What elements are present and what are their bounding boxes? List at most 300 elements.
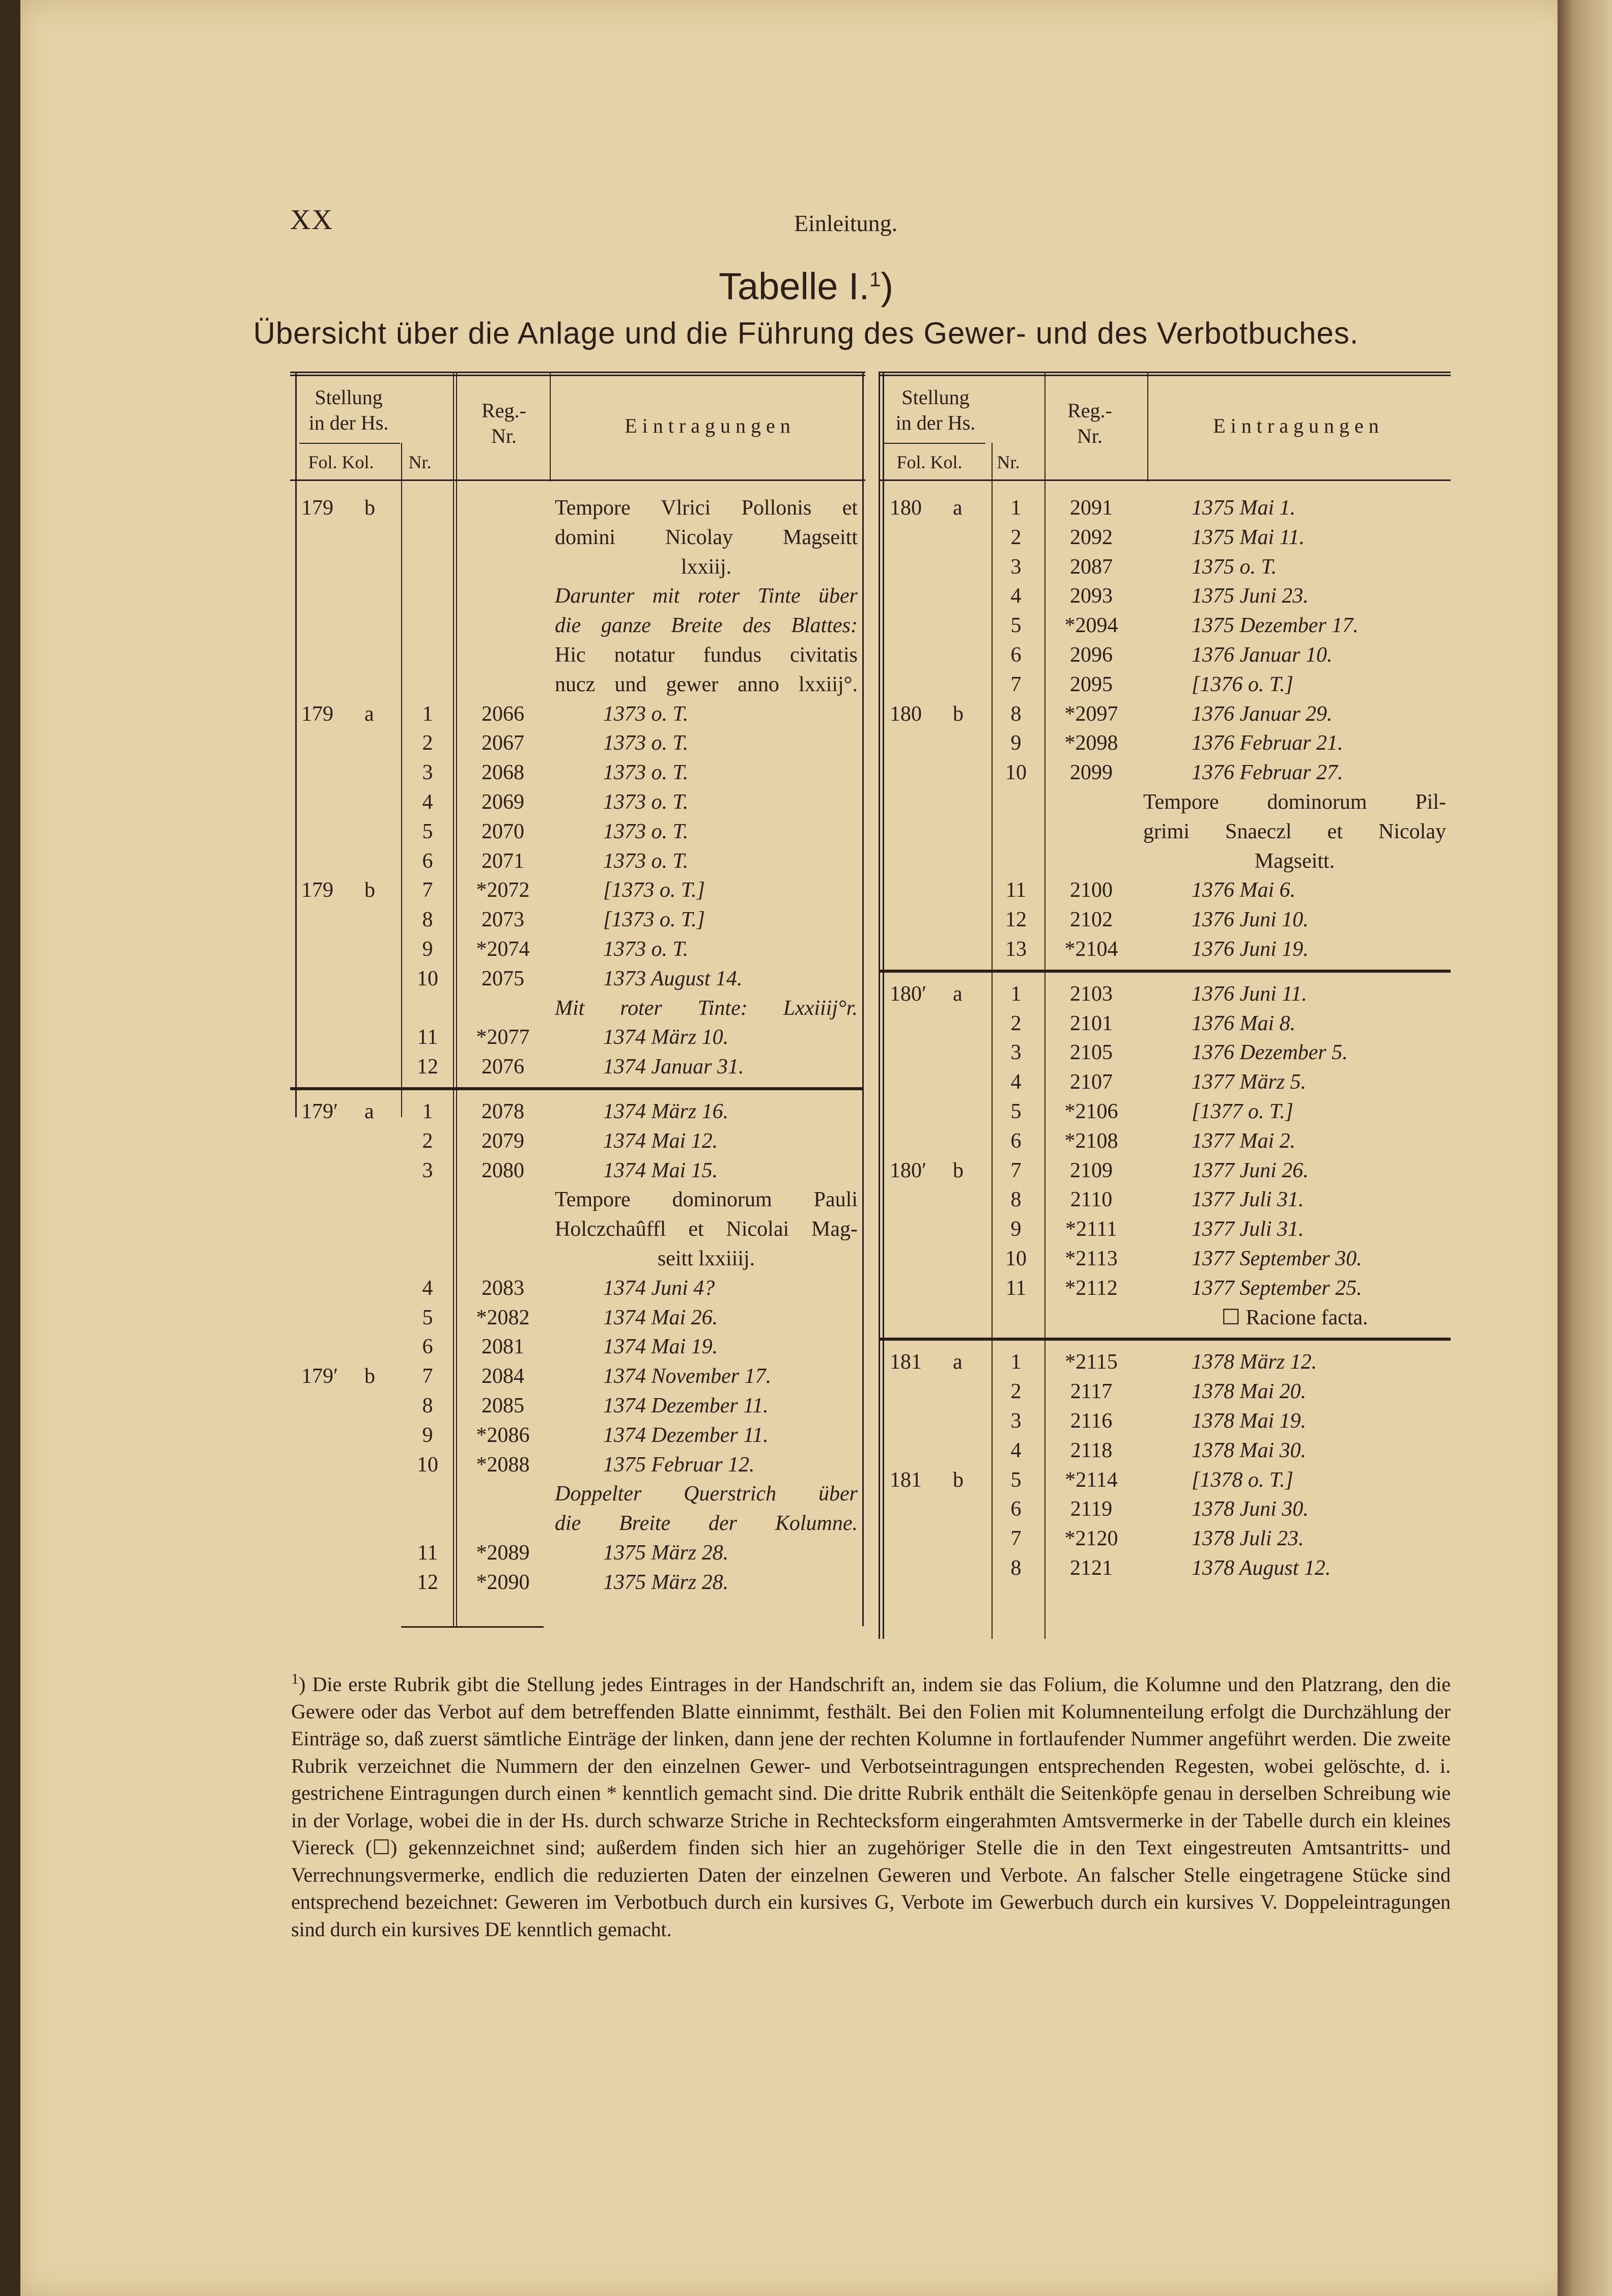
table-row [290,965,865,994]
cell-entry: 1378 März 12. [1192,1350,1317,1374]
col-header-eintragungen: E i n t r a g u n g e n [625,414,790,437]
cell-reg: *2077 [476,1026,530,1050]
cell-reg: 2081 [482,1335,524,1359]
table-row [879,1407,1451,1436]
cell-reg: 2069 [482,790,524,814]
cell-kol: a [953,982,963,1006]
cell-reg: 2091 [1070,496,1113,520]
cell-nr: 7 [1010,672,1022,696]
table-row [290,611,865,641]
cell-entry: 1376 Juni 11. [1192,982,1307,1006]
col-header-fol-kol: Fol. Kol. [896,452,963,472]
cell-reg: 2067 [482,731,524,755]
header-subrule [884,443,985,444]
cell-nr: 1 [422,1099,433,1123]
cell-kol: b [953,1468,964,1492]
cell-reg: 2107 [1070,1070,1113,1094]
cell-entry: 1375 o. T. [1192,555,1277,579]
cell-nr: 7 [422,878,433,902]
cell-entry: 1378 August 12. [1192,1556,1331,1580]
cell-reg: *2113 [1065,1246,1118,1270]
cell-entry: lxxiij. [681,555,732,579]
cell-nr: 2 [1010,525,1022,549]
cell-reg: 2085 [482,1394,524,1418]
table-row [879,641,1451,670]
table-subtitle: Übersicht über die Anlage und die Führung des Gewer- und des Verbotbuches. [253,316,1359,350]
table-row [290,670,865,700]
cell-entry: [1378 o. T.] [1192,1468,1293,1492]
table-row [879,1127,1451,1156]
cell-reg: 2093 [1070,584,1113,608]
double-rule [879,1338,1451,1341]
cell-entry: 1377 September 25. [1192,1276,1362,1300]
cell-entry: 1374 Mai 19. [603,1335,718,1359]
table-row [290,582,865,611]
cell-nr: 3 [1010,1409,1022,1433]
table-row [290,876,865,905]
table-row [290,1303,865,1333]
cell-entry: 1373 o. T. [603,790,689,814]
col-header-reg: Reg.- Nr. [1067,399,1112,447]
cell-entry: grimi Snaeczl et Nicolay [1143,819,1446,843]
cell-nr: 7 [1010,1527,1022,1551]
cell-entry: 1378 Mai 19. [1192,1409,1307,1433]
cell-nr: 9 [1010,731,1022,755]
cell-nr: 1 [1010,496,1022,520]
cell-reg: 2103 [1070,982,1113,1006]
col-header-reg: Reg.- Nr. [482,399,526,447]
cell-reg: *2098 [1064,731,1118,755]
cell-entry: 1373 o. T. [603,761,689,785]
cell-reg: 2073 [482,908,524,932]
cell-reg: *2111 [1065,1217,1117,1241]
cell-nr: 4 [1010,1438,1022,1462]
table-row [879,1274,1451,1303]
double-rule [290,1087,863,1090]
cell-nr: 4 [422,790,433,814]
cell-nr: 5 [422,819,433,843]
cell-entry: die Breite der Kolumne. [555,1512,858,1536]
table-row [879,1436,1451,1466]
table-row [290,1215,865,1244]
cell-kol: b [364,496,375,520]
cell-entry: 1376 Dezember 5. [1192,1041,1348,1065]
cell-entry: 1373 o. T. [603,731,689,755]
table-row [290,788,865,817]
cell-reg: *2108 [1064,1129,1118,1153]
section-separator [879,1333,1451,1348]
cell-reg: 2070 [482,819,524,843]
cell-entry: 1374 Januar 31. [603,1055,744,1079]
cell-reg: *2097 [1064,702,1118,726]
cell-nr: 8 [1010,1188,1022,1212]
table-row [290,1451,865,1480]
cell-nr: 1 [1010,982,1022,1006]
table-title [0,265,1612,308]
cell-entry: 1377 Mai 2. [1192,1129,1296,1153]
cell-kol: b [953,1158,964,1182]
rows-right [879,494,1451,1583]
cell-entry: 1375 Mai 11. [1192,525,1305,549]
table-row [879,905,1451,935]
cell-entry: 1373 o. T. [603,937,689,961]
cell-reg: 2095 [1070,672,1113,696]
table-row [879,670,1451,700]
cell-reg: 2105 [1070,1041,1113,1065]
cell-nr: 7 [1010,1158,1022,1182]
cell-reg: 2071 [482,849,524,873]
cell-entry: 1373 August 14. [603,967,743,990]
cell-nr: 5 [1010,614,1022,638]
table-row [879,1377,1451,1407]
cell-nr: 12 [417,1570,438,1594]
table-row [879,1466,1451,1495]
table-row [290,1392,865,1421]
cell-fol: 179′ [301,1365,338,1388]
cell-nr: 3 [422,761,433,785]
cell-entry: 1378 Juli 23. [1192,1527,1304,1551]
cell-nr: 11 [1005,1276,1027,1300]
table-row [879,582,1451,611]
cell-entry: 1378 Mai 20. [1192,1380,1307,1404]
cell-entry: ☐ Racione facta. [1221,1306,1368,1329]
cell-entry: 1376 Juni 10. [1192,908,1309,932]
col-header-nr: Nr. [408,452,432,472]
table-row [290,700,865,729]
table-row [879,1554,1451,1583]
cell-nr: 12 [417,1055,438,1079]
cell-reg: *2106 [1064,1099,1118,1123]
table-row [290,641,865,670]
cell-nr: 1 [1010,1350,1022,1374]
vrule-reg-entry [550,372,551,481]
cell-nr: 10 [1005,1246,1027,1270]
cell-nr: 13 [1005,937,1027,961]
table-row [879,1097,1451,1127]
cell-fol: 181 [890,1468,922,1492]
cell-reg: 2099 [1070,761,1113,785]
table-row [879,611,1451,641]
cell-reg: 2096 [1070,643,1113,667]
cell-fol: 179 [301,702,333,726]
cell-entry: 1374 März 10. [603,1026,729,1050]
cell-entry: Holczchaûffl et Nicolai Mag- [555,1217,858,1241]
cell-reg: *2094 [1064,614,1118,638]
cell-reg: 2068 [482,761,524,785]
cell-nr: 6 [1010,643,1022,667]
cell-reg: 2100 [1070,878,1113,902]
table-row [879,1215,1451,1244]
table-row [290,935,865,965]
table-row [290,994,865,1024]
table-row [879,1524,1451,1554]
cell-nr: 2 [1010,1011,1022,1035]
cell-nr: 1 [422,702,433,726]
cell-nr: 4 [422,1276,433,1300]
table-row [290,1244,865,1274]
cell-kol: b [364,878,375,902]
table-row [879,847,1451,876]
cell-nr: 3 [422,1158,433,1182]
table-row [290,817,865,847]
top-rule [879,372,1451,373]
cell-nr: 5 [1010,1099,1022,1123]
cell-entry: Hic notatur fundus civitatis [555,643,858,667]
header-subrule [299,443,400,444]
cell-nr: 4 [1010,1070,1022,1094]
cell-entry: 1373 o. T. [603,849,689,873]
cell-reg: 2121 [1070,1556,1113,1580]
cell-reg: *2104 [1064,937,1118,961]
cell-reg: *2089 [476,1541,530,1565]
table-row [290,1539,865,1568]
table-row [290,1568,865,1598]
col-header-stellung: Stellung in der Hs. [895,386,976,434]
cell-entry: 1377 Juni 26. [1192,1158,1309,1182]
cell-nr: 6 [422,849,433,873]
double-rule [879,970,1451,973]
cell-entry: 1377 Juli 31. [1192,1188,1304,1212]
section-separator [290,1082,865,1097]
top-rule-inner [879,375,1451,376]
header-rule [879,479,1451,481]
table-row [879,788,1451,817]
cell-nr: 9 [422,1423,433,1447]
table-row [879,729,1451,758]
cell-reg: 2116 [1070,1409,1113,1433]
cell-reg: *2120 [1064,1527,1118,1551]
cell-entry: 1375 Mai 1. [1192,496,1296,520]
cell-entry: Tempore dominorum Pil- [1143,790,1446,814]
page-number: XX [290,204,333,236]
cell-reg: 2110 [1070,1188,1113,1212]
cell-nr: 9 [422,937,433,961]
table-row [290,1421,865,1451]
cell-nr: 11 [417,1541,438,1565]
cell-entry: nucz und gewer anno lxxiij°. [555,672,858,696]
cell-reg: *2114 [1065,1468,1118,1492]
table-row [879,1495,1451,1524]
cell-entry: 1377 Juli 31. [1192,1217,1304,1241]
cell-nr: 8 [422,1394,433,1418]
cell-reg: 2080 [482,1158,524,1182]
cell-entry: 1375 März 28. [603,1541,729,1565]
cell-nr: 8 [1010,702,1022,726]
cell-entry: 1374 Dezember 11. [603,1394,769,1418]
cell-nr: 10 [417,1453,438,1477]
cell-reg: *2086 [476,1423,530,1447]
cell-entry: [1376 o. T.] [1192,672,1293,696]
cell-nr: 10 [1005,761,1027,785]
cell-entry: 1376 Februar 21. [1192,731,1343,755]
col-header-stellung: Stellung in der Hs. [308,386,389,434]
cell-reg: *2115 [1065,1350,1118,1374]
cell-nr: 6 [1010,1497,1022,1521]
cell-entry: 1376 Mai 6. [1192,878,1296,902]
table-row [879,1348,1451,1377]
cell-nr: 8 [422,908,433,932]
cell-reg: 2101 [1070,1011,1113,1035]
cell-reg: 2084 [482,1365,524,1388]
cell-reg: 2087 [1070,555,1113,579]
cell-reg: *2072 [476,878,530,902]
cell-entry: [1377 o. T.] [1192,1099,1293,1123]
table-row [290,523,865,553]
section-separator [879,965,1451,980]
table-row [879,817,1451,847]
cell-nr: 6 [1010,1129,1022,1153]
cell-nr: 9 [1010,1217,1022,1241]
cell-fol: 180 [890,496,922,520]
cell-entry: 1375 Dezember 17. [1192,614,1359,638]
cell-nr: 5 [1010,1468,1022,1492]
table-row [879,700,1451,729]
cell-kol: a [953,1350,963,1374]
cell-nr: 3 [1010,1041,1022,1065]
table-row [879,494,1451,523]
table-row [290,1023,865,1053]
col-header-nr: Nr. [997,452,1020,472]
cell-entry: 1374 März 16. [603,1099,729,1123]
table-title-suffix: ) [881,265,894,307]
table-row [290,1480,865,1509]
col-header-fol-kol: Fol. Kol. [308,452,374,472]
table-title-text: Tabelle I. [718,265,870,307]
cell-entry: 1375 Juni 23. [1192,584,1309,608]
cell-nr: 7 [422,1365,433,1388]
cell-reg: 2117 [1070,1380,1113,1404]
table-row [879,1038,1451,1068]
cell-reg: *2074 [476,937,530,961]
cell-entry: seitt lxxiiij. [657,1246,755,1270]
cell-reg: 2075 [482,967,524,990]
cell-entry: 1374 November 17. [603,1365,772,1388]
table-row [879,935,1451,965]
cell-kol: a [364,702,374,726]
cell-entry: 1373 o. T. [603,819,689,843]
table-row [879,1303,1451,1333]
cell-reg: 2119 [1070,1497,1113,1521]
cell-reg: *2112 [1065,1276,1118,1300]
cell-reg: 2078 [482,1099,524,1123]
cell-entry: Mit roter Tinte: Lxxiiij°r. [555,996,858,1020]
cell-reg: 2076 [482,1055,524,1079]
cell-nr: 6 [422,1335,433,1359]
table-row [290,758,865,788]
cell-nr: 10 [417,967,438,990]
cell-entry: 1374 Mai 15. [603,1158,718,1182]
cell-entry: domini Nicolay Magseitt [555,525,858,549]
table-row [290,1509,865,1539]
cell-entry: 1374 Juni 4? [603,1276,715,1300]
table-row [879,1009,1451,1039]
table-row [290,1274,865,1303]
table-row [879,1185,1451,1215]
cell-reg: *2082 [476,1306,530,1329]
footnote-text: ) Die erste Rubrik gibt die Stellung jedes Eintrages in der Handschrift an, indem sie das Folium, die Kolumne und den Platzrang, den die Gewere oder das Verbot auf dem betreffenden Blatte einnimmt, festhält. Bei den Folien mit Kolumnenteilung erfolgt die Durchzählung der Einträge so, daß zuerst sämtliche Einträge der linken, dann jene der rechten Kolumne in fortlaufender Nummer angeführt werden. Die zweite Rubrik verzeichnet die Nummern der den einzelnen Gewer- und Verbotseintragungen entsprechenden Regesten, wobei gelöschte, d. i. gestrichene Eintragungen durch einen * kenntlich gemacht sind. Die dritte Rubrik enthält die Seitenköpfe genau in derselben Schreibung wie in der Vorlage, wobei die in der Hs. durch schwarze Striche in Rechtecksform eingerahmten Amtsvermerke in der Tabelle durch ein kleines Viereck (☐) gekennzeichnet sind; außerdem finden sich hier an zugehöriger Stelle die in den Text eingestreuten Amtsantritts- und Verrechnungsvermerke, endlich die reduzierten Daten der einzelnen Geweren und Verbote. An falscher Stelle eingetragene Stücke sind entsprechend bezeichnet: Geweren im Verbotbuch durch ein kursives G, Verbote im Gewerbuch durch ein kursives V. Doppeleintragungen sind durch ein kursives DE kenntlich gemacht. [291,1673,1451,1941]
cell-fol: 179′ [301,1099,338,1123]
cell-reg: 2109 [1070,1158,1113,1182]
cell-nr: 11 [417,1026,438,1050]
table-row [879,876,1451,905]
table-row [879,1244,1451,1274]
cell-nr: 2 [1010,1380,1022,1404]
cell-entry: Tempore dominorum Pauli [555,1188,858,1212]
cell-nr: 8 [1010,1556,1022,1580]
table-row [290,1333,865,1362]
cell-nr: 2 [422,1129,433,1153]
cell-entry: 1374 Mai 26. [603,1306,718,1329]
cell-entry: 1378 Juni 30. [1192,1497,1309,1521]
cell-fol: 179 [301,878,333,902]
table-row [879,758,1451,788]
cell-entry: 1374 Mai 12. [603,1129,718,1153]
cell-nr: 3 [1010,555,1022,579]
cell-entry: 1376 Januar 29. [1192,702,1333,726]
bottom-rule [401,1626,544,1628]
table-row [290,1053,865,1082]
col-header-eintragungen: E i n t r a g u n g e n [1213,414,1379,437]
cell-fol: 180′ [890,982,927,1006]
vrule-reg-entry [1147,372,1148,481]
cell-nr: 11 [1005,878,1027,902]
cell-reg: 2118 [1070,1438,1113,1462]
cell-kol: a [953,496,963,520]
cell-reg: 2079 [482,1129,524,1153]
table-row [290,1362,865,1392]
cell-entry: 1378 Mai 30. [1192,1438,1307,1462]
cell-reg: 2066 [482,702,524,726]
cell-entry: 1376 Februar 27. [1192,761,1343,785]
table-row [290,553,865,582]
footnote [291,1665,1451,1943]
cell-kol: b [364,1365,375,1388]
cell-reg: 2102 [1070,908,1113,932]
cell-entry: [1373 o. T.] [603,908,705,932]
cell-fol: 181 [890,1350,922,1374]
cell-nr: 12 [1005,908,1027,932]
table-row [290,729,865,758]
cell-entry: Doppelter Querstrich über [555,1482,858,1506]
table-row [879,553,1451,582]
cell-fol: 180′ [890,1158,927,1182]
table-row [879,523,1451,553]
running-head: Einleitung. [794,210,898,236]
cell-entry: 1377 März 5. [1192,1070,1307,1094]
cell-reg: *2090 [476,1570,530,1594]
table-row [290,1156,865,1186]
cell-entry: 1377 September 30. [1192,1246,1362,1270]
cell-reg: *2088 [476,1453,530,1477]
table-row [290,1097,865,1127]
cell-nr: 2 [422,731,433,755]
footnote-ref: 1 [869,268,881,291]
cell-fol: 179 [301,496,333,520]
table-row [290,494,865,523]
cell-nr: 4 [1010,584,1022,608]
cell-entry: 1373 o. T. [603,702,689,726]
top-rule [290,372,865,373]
cell-entry: Magseitt. [1254,849,1335,873]
footnote-mark: 1 [291,1670,299,1687]
cell-entry: 1376 Mai 8. [1192,1011,1296,1035]
rows-left [290,494,865,1597]
cell-reg: 2092 [1070,525,1113,549]
cell-reg: 2083 [482,1276,524,1300]
cell-entry: die ganze Breite des Blattes: [555,614,858,638]
cell-entry: 1376 Juni 19. [1192,937,1309,961]
cell-nr: 5 [422,1306,433,1329]
